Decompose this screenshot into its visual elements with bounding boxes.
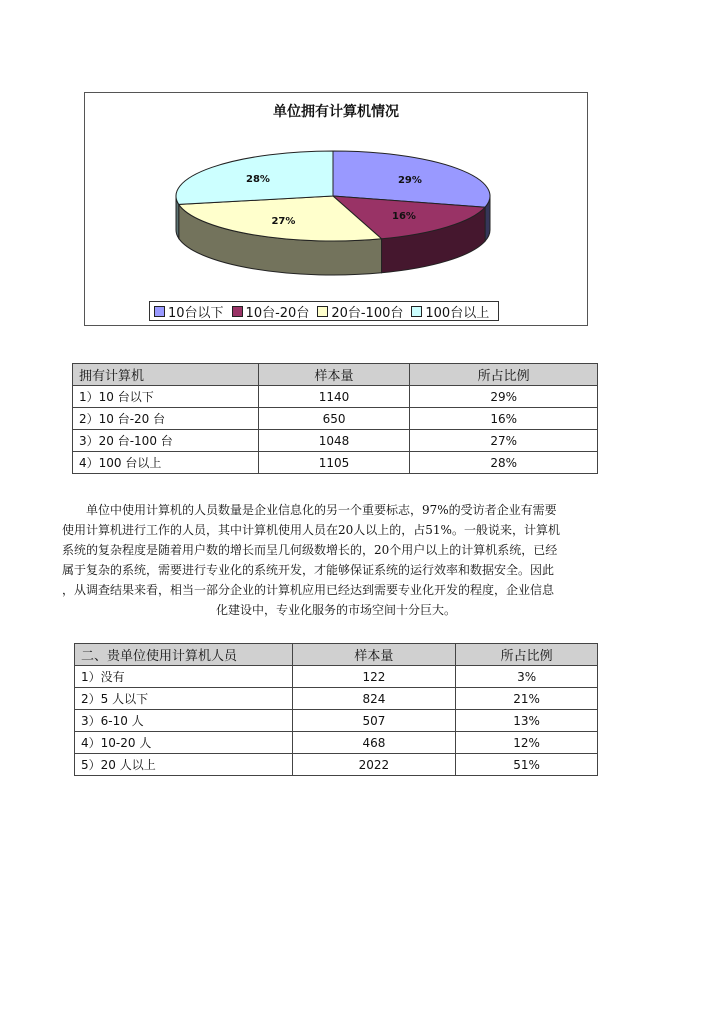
legend-swatch <box>411 306 422 317</box>
table-cell: 5）20 人以上 <box>75 754 293 776</box>
chart-title: 单位拥有计算机情况 <box>273 104 399 120</box>
legend-item <box>232 302 310 321</box>
table-cell: 3）20 台-100 台 <box>73 430 259 452</box>
table-row <box>75 666 598 688</box>
legend-label: 10台以下 <box>168 305 224 321</box>
table-cell: 1）10 台以下 <box>73 386 259 408</box>
table-header-row <box>73 364 598 386</box>
table-cell: 2022 <box>292 754 456 776</box>
table-cell: 1105 <box>258 452 410 474</box>
paragraph-line: 系统的复杂程度是随着用户数的增长而呈几何级数增长的，20个用户以上的计算机系统，已经 <box>62 543 558 557</box>
table-row <box>75 732 598 754</box>
table-header: 所占比例 <box>410 364 598 386</box>
table-header: 所占比例 <box>456 644 598 666</box>
paragraph-line: 使用计算机进行工作的人员，其中计算机使用人员在20人以上的，占51%。一般说来，计算机 <box>62 523 560 537</box>
pie-chart <box>85 93 589 327</box>
pie-data-label: 27% <box>271 216 296 228</box>
table-cell: 3）6-10 人 <box>75 710 293 732</box>
legend-label: 10台-20台 <box>245 305 310 321</box>
pie-data-label: 28% <box>246 174 270 186</box>
computer-users-table <box>74 643 598 776</box>
table-cell: 13% <box>456 710 598 732</box>
table-row <box>73 452 598 474</box>
table-header: 样本量 <box>258 364 410 386</box>
table-cell: 2）10 台-20 台 <box>73 408 259 430</box>
body-paragraph <box>62 500 610 620</box>
table-cell: 824 <box>292 688 456 710</box>
table-cell: 51% <box>456 754 598 776</box>
legend-swatch <box>232 306 243 317</box>
table-cell: 1140 <box>258 386 410 408</box>
table-cell: 16% <box>410 408 598 430</box>
legend-swatch <box>317 306 328 317</box>
table-header: 二、贵单位使用计算机人员 <box>75 644 293 666</box>
table-cell: 122 <box>292 666 456 688</box>
legend-item <box>154 302 224 321</box>
legend-label: 100台以上 <box>425 305 490 321</box>
pie-chart-container <box>84 92 588 326</box>
table-row <box>73 430 598 452</box>
table-row <box>73 386 598 408</box>
table-cell: 468 <box>292 732 456 754</box>
table-cell: 29% <box>410 386 598 408</box>
table-row <box>73 408 598 430</box>
table-cell: 28% <box>410 452 598 474</box>
table-cell: 507 <box>292 710 456 732</box>
paragraph-line: ，从调查结果来看，相当一部分企业的计算机应用已经达到需要专业化开发的程度，企业信息 <box>62 583 555 597</box>
table-row <box>75 688 598 710</box>
table-row <box>75 754 598 776</box>
table-row <box>75 710 598 732</box>
paragraph-line: 单位中使用计算机的人员数量是企业信息化的另一个重要标志，97%的受访者企业有需要 <box>86 503 557 517</box>
pie-data-label: 29% <box>397 174 422 186</box>
legend-item <box>411 302 489 321</box>
table-cell: 27% <box>410 430 598 452</box>
computers-owned-table <box>72 363 598 474</box>
table-cell: 1）没有 <box>75 666 293 688</box>
table-cell: 2）5 人以下 <box>75 688 293 710</box>
pie-data-label: 16% <box>391 211 416 223</box>
table-cell: 3% <box>456 666 598 688</box>
table-header: 拥有计算机 <box>73 364 259 386</box>
table-cell: 12% <box>456 732 598 754</box>
legend-label: 20台-100台 <box>331 305 404 321</box>
paragraph-line: 属于复杂的系统，需要进行专业化的系统开发，才能够保证系统的运行效率和数据安全。因此 <box>62 563 555 577</box>
table-cell: 4）10-20 人 <box>75 732 293 754</box>
table-header: 样本量 <box>292 644 456 666</box>
table-cell: 4）100 台以上 <box>73 452 259 474</box>
table-cell: 650 <box>258 408 410 430</box>
table-header-row <box>75 644 598 666</box>
legend-item <box>317 302 403 321</box>
table-cell: 21% <box>456 688 598 710</box>
legend-swatch <box>154 306 165 317</box>
table-cell: 1048 <box>258 430 410 452</box>
paragraph-line: 化建设中，专业化服务的市场空间十分巨大。 <box>215 603 456 617</box>
chart-legend <box>149 301 499 321</box>
